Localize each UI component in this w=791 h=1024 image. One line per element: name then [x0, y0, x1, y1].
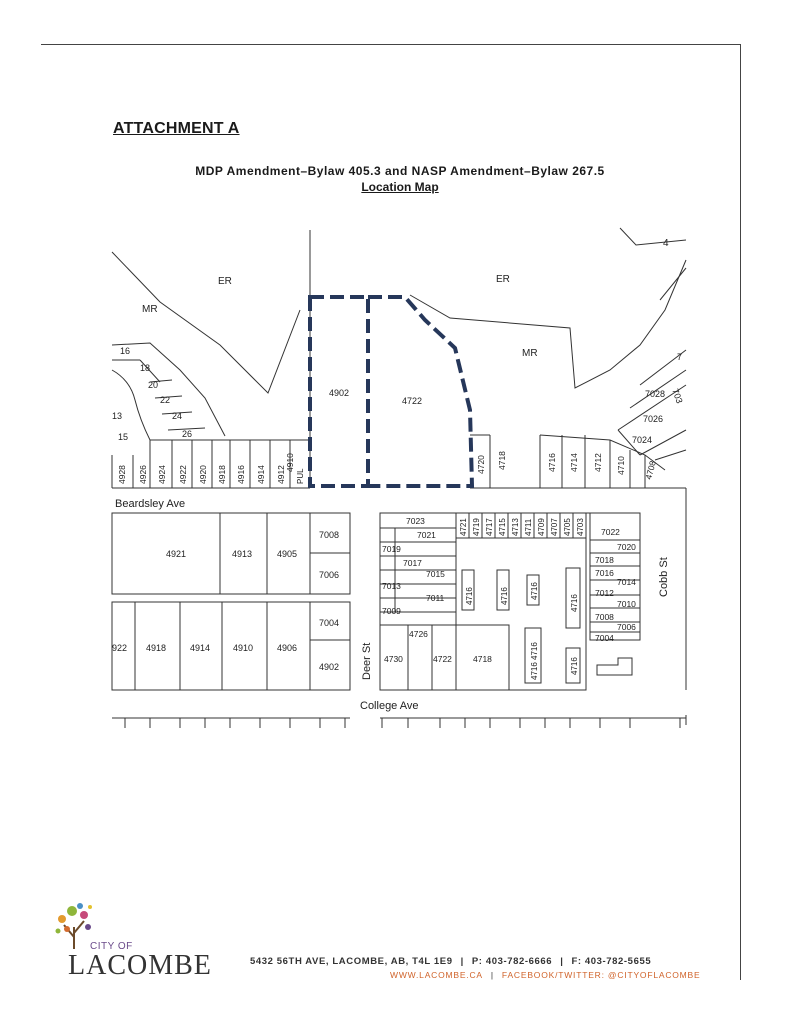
lot-label: 7022 [601, 527, 620, 537]
lot-label: 4707 [550, 518, 559, 536]
footer-phone: P: 403-782-6666 [471, 956, 553, 967]
street-beardsley-ave: Beardsley Ave [115, 498, 186, 510]
lot-label: 7012 [595, 588, 614, 598]
lot-label: 4719 [472, 518, 481, 536]
city-name: LACOMBE [68, 950, 212, 981]
lot-label: 4708 [643, 459, 658, 481]
parcel-4-label: 4 [663, 238, 669, 249]
lot-label: 4913 [232, 549, 253, 559]
lot-label: 7014 [617, 577, 636, 587]
lot-label: 4914 [190, 643, 211, 653]
lot-label: 7013 [382, 581, 401, 591]
lot-label: 26 [182, 429, 193, 439]
lot-label: 13 [112, 411, 123, 421]
lot-label: 4918 [217, 465, 227, 484]
footer-web: WWW.LACOMBE.CA | FACEBOOK/TWITTER: @CITYOFLACOMBE [390, 970, 701, 980]
lot-label: 7018 [595, 555, 614, 565]
attachment-title: ATTACHMENT A [113, 120, 240, 137]
lot-label: 7019 [382, 544, 401, 554]
document-title: MDP Amendment–Bylaw 405.3 and NASP Amendment–Bylaw 267.5 [195, 164, 605, 178]
lot-label: 20 [148, 380, 159, 390]
zone-er-left: ER [218, 276, 232, 287]
lot-label: 4914 [256, 465, 266, 484]
lot-label: 4710 [616, 456, 626, 475]
lot-label: 4716 [530, 582, 539, 600]
lot-label: 4711 [524, 518, 533, 536]
footer-address: 5432 56TH AVE, LACOMBE, AB, T4L 1E9 [250, 956, 453, 967]
lot-label: 7026 [643, 414, 664, 424]
street-college-ave: College Ave [360, 700, 419, 712]
lot-label: 4715 [498, 518, 507, 536]
lot-label: 4924 [157, 465, 167, 484]
lot-label: 4722 [433, 654, 452, 664]
lot-label: 4920 [198, 465, 208, 484]
lot-label: 24 [172, 411, 183, 421]
lot-label: 922 [112, 643, 128, 653]
parcel-4722-boundary [368, 297, 472, 486]
zone-er-right: ER [496, 274, 510, 285]
lot-label: 4713 [511, 518, 520, 536]
footer-website[interactable]: WWW.LACOMBE.CA [390, 970, 483, 980]
footer-contact: 5432 56TH AVE, LACOMBE, AB, T4L 1E9 | P: 403-782-6666 | F: 403-782-5655 [250, 956, 652, 967]
lot-label: 4712 [593, 453, 603, 472]
lot-label: 4716 [547, 453, 557, 472]
lot-label: 7006 [319, 570, 340, 580]
lot-label: 4718 [473, 654, 492, 664]
lot-label: 7021 [417, 530, 436, 540]
lot-label: 4921 [166, 549, 187, 559]
lot-label: 7028 [645, 389, 666, 399]
lot-label: 7023 [406, 516, 425, 526]
lot-label: 4716 [465, 587, 474, 605]
lot-label: 4910 [233, 643, 254, 653]
zone-mr-left: MR [142, 304, 158, 315]
footer-fax: F: 403-782-5655 [571, 956, 652, 967]
lot-label: 7008 [595, 612, 614, 622]
lot-label: 4922 [178, 465, 188, 484]
lot-label: 4716 [570, 594, 579, 612]
lot-label: 7004 [319, 618, 340, 628]
lot-label: 4714 [569, 453, 579, 472]
lot-label: 18 [140, 363, 151, 373]
lot-label: 4705 [563, 518, 572, 536]
street-cobb-st: Cobb St [658, 557, 670, 597]
lot-label: 4912 [276, 465, 286, 484]
lot-label: 4730 [384, 654, 403, 664]
lot-label: 4716 [500, 587, 509, 605]
lot-label: 7024 [632, 435, 653, 445]
lot-label: 4905 [277, 549, 298, 559]
lot-label: 4716 4716 [530, 642, 539, 680]
pul-label: PUL [296, 468, 305, 484]
lot-label: 7009 [382, 606, 401, 616]
lot-label: 7 [677, 352, 683, 362]
lot-label: 16 [120, 346, 131, 356]
lot-label: 4906 [277, 643, 298, 653]
parcel-4722-label: 4722 [402, 396, 423, 406]
lot-label: 4720 [476, 455, 486, 474]
lot-label: 7008 [319, 530, 340, 540]
lot-label: 4716 [570, 657, 579, 675]
lot-label: 4718 [497, 451, 507, 470]
lot-label: 4709 [537, 518, 546, 536]
footer-social[interactable]: FACEBOOK/TWITTER: @CITYOFLACOMBE [501, 970, 701, 980]
lot-label: 4910 [285, 453, 295, 472]
lot-label: 703 [670, 387, 685, 405]
lot-label: 7016 [595, 568, 614, 578]
lot-label: 7006 [617, 622, 636, 632]
document-subtitle: Location Map [361, 180, 439, 194]
parcel-4902-label: 4902 [329, 388, 350, 398]
lot-label: 4703 [576, 518, 585, 536]
lot-label: 7010 [617, 599, 636, 609]
lot-label: 15 [118, 432, 129, 442]
lot-label: 7011 [426, 593, 445, 603]
lot-label: 4726 [409, 629, 428, 639]
lot-label: 4717 [485, 518, 494, 536]
lot-label: 4721 [459, 518, 468, 536]
lot-label: 7004 [595, 633, 614, 643]
city-of-label: CITY OF [90, 941, 133, 952]
lot-label: 4902 [319, 662, 340, 672]
lot-label: 7017 [403, 558, 422, 568]
lot-label: 7015 [426, 569, 445, 579]
lot-label: 4918 [146, 643, 167, 653]
street-deer-st: Deer St [361, 642, 373, 680]
lot-label: 4928 [117, 465, 127, 484]
lot-label: 4926 [138, 465, 148, 484]
lot-label: 4916 [236, 465, 246, 484]
zone-mr-right: MR [522, 348, 538, 359]
lot-label: 7020 [617, 542, 636, 552]
lot-label: 22 [160, 395, 171, 405]
